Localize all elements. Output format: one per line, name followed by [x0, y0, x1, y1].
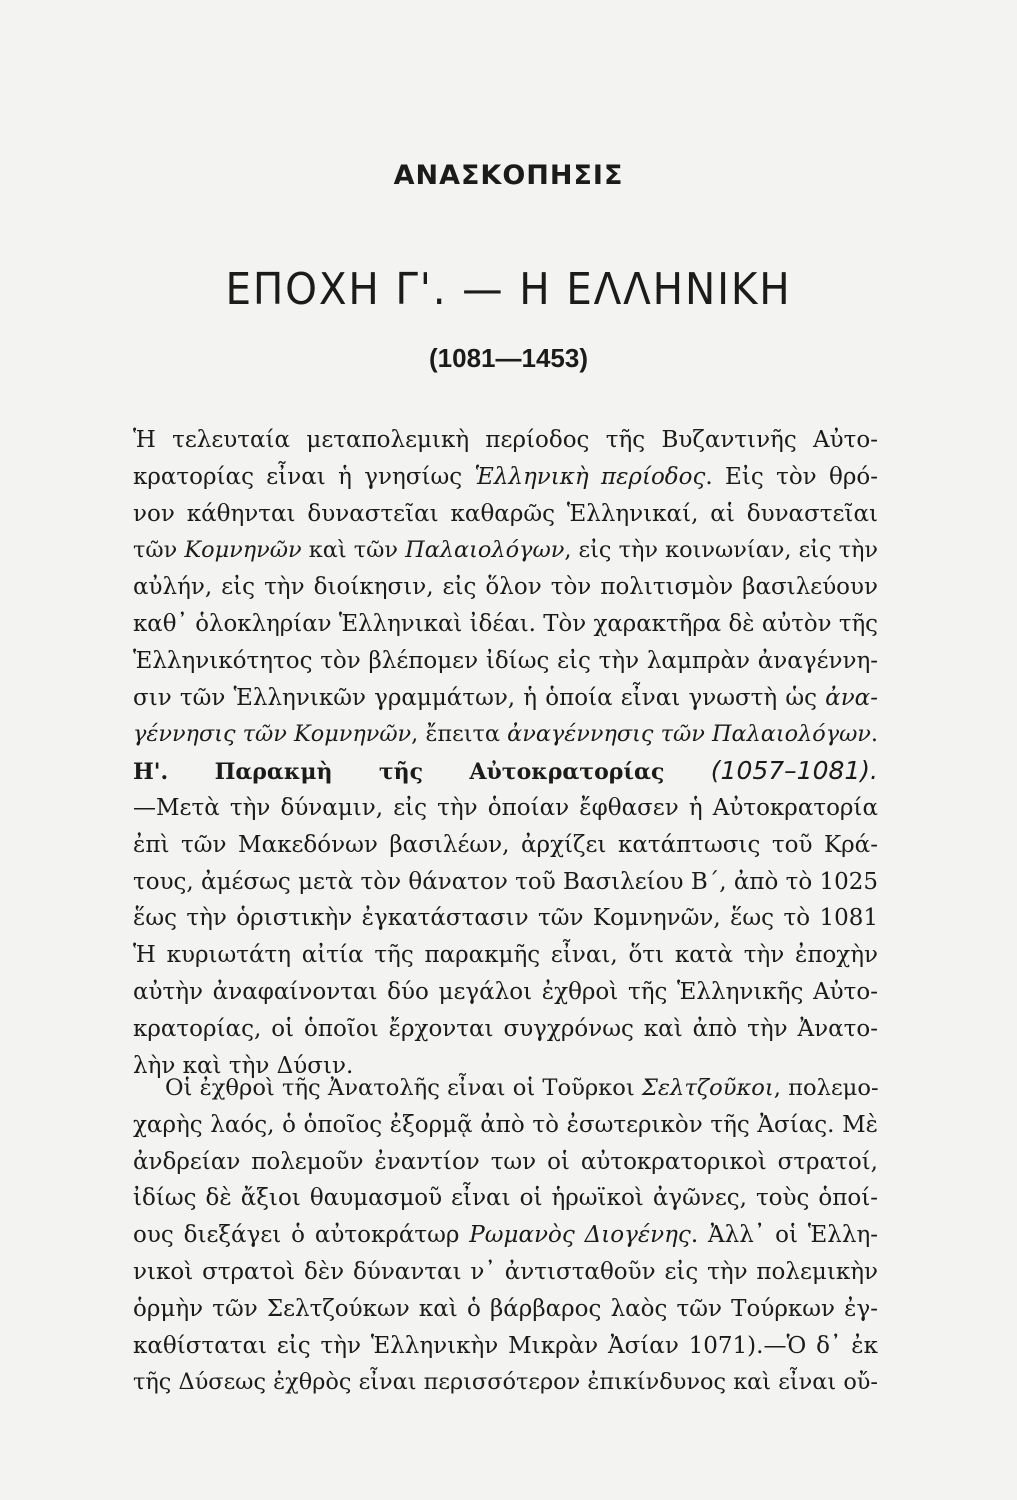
text-line: κρατορίας εἶναι ἡ γνησίως Ἑλληνικὴ περίοδος. Εἰς τὸν θρό-: [133, 463, 878, 490]
text-line: τῆς Δύσεως ἐχθρὸς εἶναι περισσότερον ἐπικίνδυνος καὶ εἶναι οὔ-: [133, 1369, 878, 1396]
text-line: ἀνδρείαν πολεμοῦν ἐναντίον των οἱ αὐτοκρατορικοὶ στρατοί,: [133, 1148, 878, 1175]
text-line: γέννησις τῶν Κομνηνῶν, ἔπειτα ἀναγέννησις τῶν Παλαιολόγων.: [133, 721, 878, 748]
emphasis: Ἑλληνικὴ περίοδος: [474, 463, 706, 490]
text-line: κρατορίας, οἱ ὁποῖοι ἔρχονται συγχρόνως καὶ ἀπὸ τὴν Ἀνατο-: [133, 1015, 878, 1042]
text-line: ἕως τὴν ὁριστικὴν ἐγκατάστασιν τῶν Κομνηνῶν, ἕως τὸ 1081: [133, 905, 878, 932]
text-line: αὐλήν, εἰς τὴν διοίκησιν, εἰς ὅλον τὸν πολιτισμὸν βασιλεύουν: [133, 574, 878, 601]
text-line: αὐτὴν ἀναφαίνονται δύο μεγάλοι ἐχθροὶ τῆς Ἑλληνικῆς Αὐτο-: [133, 978, 878, 1005]
paragraph-enemies: [133, 1070, 878, 1401]
emphasis: Σελτζοῦκοι: [641, 1075, 774, 1101]
text-line: νικοὶ στρατοὶ δὲν δύνανται ν᾽ ἀντισταθοῦν εἰς τὴν πολεμικὴν: [133, 1258, 878, 1285]
emphasis: Παλαιολόγων: [405, 537, 565, 564]
text-line: Ἡ κυριωτάτη αἰτία τῆς παρακμῆς εἶναι, ὅτι κατὰ τὴν ἐποχὴν: [133, 942, 878, 969]
section-heading: Η'. Παρακμὴ τῆς Αὐτοκρατορίας (1057–1081).: [133, 756, 878, 786]
epoch-title: ΕΠΟΧΗ Γ'. — Η ΕΛΛΗΝΙΚΗ: [225, 264, 792, 315]
text-line: σιν τῶν Ἑλληνικῶν γραμμάτων, ἡ ὁποία εἶναι γνωστὴ ὡς ἀνα-: [133, 684, 878, 711]
text-line: τους, ἀμέσως μετὰ τὸν θάνατον τοῦ Βασιλείου Β΄, ἀπὸ τὸ 1025: [133, 868, 879, 895]
emphasis: Κομνηνῶν: [184, 537, 302, 564]
text-line: λὴν καὶ τὴν Δύσιν.: [133, 1052, 354, 1079]
text-line: νον κάθηνται δυναστεῖαι καθαρῶς Ἑλληνικαί, αἱ δυναστεῖαι: [133, 500, 878, 527]
text-line: Ἡ τελευταία μεταπολεμικὴ περίοδος τῆς Βυζαντινῆς Αὐτο-: [133, 427, 878, 453]
text-line: τῶν Κομνηνῶν καὶ τῶν Παλαιολόγων, εἰς τὴν κοινωνίαν, εἰς τὴν: [133, 537, 879, 564]
text-line: ἐπὶ τῶν Μακεδόνων βασιλέων, ἀρχίζει κατάπτωσις τοῦ Κρά-: [133, 831, 878, 858]
running-title: ΑΝΑΣΚΟΠΗΣΙΣ: [393, 160, 624, 191]
text-line: ους διεξάγει ὁ αὐτοκράτωρ Ρωμανὸς Διογένης. Ἀλλ᾽ οἱ Ἑλλη-: [133, 1222, 878, 1249]
paragraph-intro: [133, 422, 878, 1084]
text-line: ὁρμὴν τῶν Σελτζούκων καὶ ὁ βάρβαρος λαὸς τῶν Τούρκων ἐγ-: [133, 1295, 878, 1322]
text-line: —Μετὰ τὴν δύναμιν, εἰς τὴν ὁποίαν ἔφθασεν ἡ Αὐτοκρατορία: [133, 794, 878, 821]
epoch-years: (1081—1453): [429, 343, 588, 373]
text-line: Ἑλληνικότητος τὸν βλέπομεν ἰδίως εἰς τὴν λαμπρὰν ἀναγέννη-: [133, 647, 878, 674]
text-line: καθ᾽ ὁλοκληρίαν Ἑλληνικαὶ ἰδέαι. Τὸν χαρακτῆρα δὲ αὐτὸν τῆς: [133, 610, 878, 637]
text-line: καθίσταται εἰς τὴν Ἑλληνικὴν Μικρὰν Ἀσίαν 1071).—Ὁ δ᾽ ἐκ: [133, 1332, 878, 1359]
emphasis: ἀνα-: [825, 684, 878, 711]
emphasis: Ρωμανὸς Διογένης: [469, 1222, 691, 1249]
text-line: χαρὴς λαός, ὁ ὁποῖος ἐξορμᾷ ἀπὸ τὸ ἐσωτερικὸν τῆς Ἀσίας. Μὲ: [133, 1111, 878, 1138]
text-line: ἰδίως δὲ ἄξιοι θαυμασμοῦ εἶναι οἱ ἡρωϊκοὶ ἀγῶνες, τοὺς ὁποί-: [133, 1185, 878, 1212]
emphasis: ἀναγέννησις τῶν Παλαιολόγων: [507, 721, 871, 748]
text-line: Οἱ ἐχθροὶ τῆς Ἀνατολῆς εἶναι οἱ Τοῦρκοι Σελτζοῦκοι, πολεμο-: [165, 1075, 879, 1101]
emphasis: γέννησις τῶν Κομνηνῶν: [133, 721, 412, 748]
